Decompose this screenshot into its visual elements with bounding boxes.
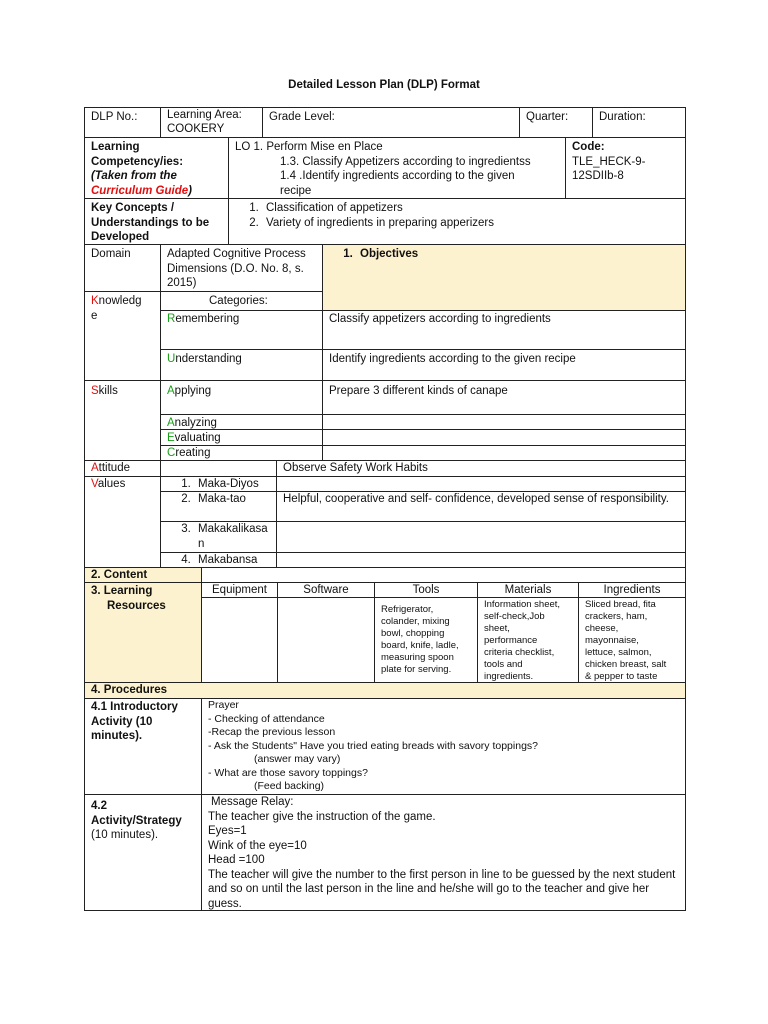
value-3-objective-cell [276, 521, 686, 553]
knowledge-rest: nowledg [98, 295, 142, 307]
material-line: self-check,Job [484, 611, 545, 622]
remembering-rest: emembering [175, 313, 240, 325]
analyzing-initial: A [167, 417, 175, 429]
material-line: tools and [484, 659, 523, 670]
material-line: Information sheet, [484, 599, 561, 610]
grade-level-label: Grade Level: [269, 111, 335, 123]
attitude-label-cell [84, 460, 161, 477]
content-label-cell [84, 567, 202, 583]
understanding-rest: nderstanding [175, 353, 242, 365]
ingredient-line: & pepper to taste [585, 671, 658, 682]
equipment-header-label: Equipment [212, 584, 267, 596]
skills-rest: kills [98, 385, 118, 397]
remembering-initial: R [167, 313, 176, 325]
learning-area-label: Learning Area: [167, 109, 242, 121]
values-rest: alues [97, 478, 126, 490]
knowledge-label-cell [84, 291, 161, 381]
evaluating-cell [160, 429, 323, 446]
understanding-objective: Identify ingredients according to the given recipe [329, 353, 576, 365]
tools-cell [374, 597, 478, 683]
ingredient-line: mayonnaise, [585, 635, 639, 646]
competency-label-2: Competency/ies: [91, 155, 184, 168]
ingredient-line: lettuce, salmon, [585, 647, 652, 658]
materials-cell [477, 597, 579, 683]
key-concepts-label: Key Concepts / Understandings to be Developed [91, 202, 210, 243]
evaluating-objective-cell [322, 429, 686, 446]
curriculum-guide-label: Curriculum Guide [91, 184, 189, 197]
adapted-cell [160, 244, 323, 292]
activity-line: Wink of the eye=10 [208, 839, 307, 852]
procedures-header-cell [84, 682, 686, 699]
evaluating-rest: valuating [174, 432, 221, 444]
attitude-rest: ttitude [98, 462, 130, 474]
key-concept-item: 2. Variety of ingredients in preparing apperizers [262, 216, 679, 231]
remembering-cell [160, 310, 323, 350]
value-2-objective-cell [276, 491, 686, 522]
creating-rest: reating [175, 447, 211, 459]
intro-line: (answer may vary) [254, 753, 341, 765]
content-label: 2. Content [91, 569, 148, 581]
intro-line: - What are those savory toppings? [208, 766, 368, 779]
activity-line: Head =100 [208, 854, 265, 866]
value-2-objective: Helpful, cooperative and self- confidence, developed sense of responsibility. [283, 493, 669, 505]
competency-content-cell [228, 137, 566, 199]
intro-content-cell [201, 698, 686, 795]
attitude-blank-cell [160, 460, 277, 477]
analyzing-objective-cell [322, 414, 686, 430]
activity-label-cell [84, 794, 202, 911]
applying-objective: Prepare 3 different kinds of canape [329, 385, 508, 397]
evaluating-initial: E [167, 432, 175, 444]
tools-header [374, 582, 478, 598]
materials-header [477, 582, 579, 598]
key-concept-item: 1. Classification of appetizers [262, 201, 679, 216]
value-1-cell [160, 476, 277, 492]
value-4-cell [160, 552, 277, 568]
objectives-label: 1. Objectives [356, 247, 679, 262]
duration-label: Duration: [599, 111, 646, 123]
activity-line: Message Relay: [211, 796, 294, 808]
resources-label-cell [84, 582, 202, 683]
ingredient-line: cheese, [585, 623, 619, 634]
objectives-header-cell [322, 244, 686, 311]
values-label-cell [84, 476, 161, 568]
attitude-objective-cell [276, 460, 686, 477]
activity-content-cell [201, 794, 686, 911]
creating-objective-cell [322, 445, 686, 461]
code-value-1: TLE_HECK-9- [572, 155, 646, 168]
competency-item-1: 1.3. Classify Appetizers according to ingredientss [280, 155, 531, 168]
activity-line: The teacher give the instruction of the game. [208, 810, 436, 823]
activity-line: The teacher will give the number to the first person in line to be guessed by the next student and so on until the last person in the line and he/she will go to the teacher and give her guess. [208, 868, 676, 910]
analyzing-rest: nalyzing [174, 417, 217, 429]
ingredients-header-label: Ingredients [603, 584, 661, 596]
activity-label-1: 4.2 [91, 800, 107, 812]
ingredients-cell [578, 597, 686, 683]
resources-label-1: 3. Learning [91, 585, 153, 597]
value-item [194, 522, 270, 551]
equipment-header [201, 582, 278, 598]
materials-header-label: Materials [504, 584, 552, 596]
knowledge-rest-2: e [91, 309, 98, 322]
dlp-no-label: DLP No.: [91, 111, 138, 123]
value-item: 2. Maka-tao [194, 492, 270, 507]
competency-label-1: Learning [91, 141, 140, 153]
understanding-initial: U [167, 353, 176, 365]
material-line: sheet, [484, 623, 510, 634]
value-2-cell [160, 491, 277, 522]
procedures-label: 4. Procedures [91, 684, 168, 696]
applying-objective-cell [322, 380, 686, 415]
grade-level-cell [262, 107, 520, 138]
remembering-objective: Classify appetizers according to ingredients [329, 313, 551, 325]
intro-line: - Ask the Students" Have you tried eating breads with savory toppings? [208, 739, 538, 752]
applying-rest: pplying [174, 385, 212, 397]
code-label: Code: [572, 141, 605, 153]
software-cell [277, 597, 375, 683]
applying-initial: A [167, 385, 175, 397]
ingredient-line: Sliced bread, fita [585, 599, 656, 610]
equipment-cell [201, 597, 278, 683]
quarter-cell [519, 107, 593, 138]
tool-line: board, knife, ladle, [381, 640, 459, 651]
creating-initial: C [167, 447, 176, 459]
key-concepts-content-cell [228, 198, 686, 245]
value-3-line-2: n [198, 537, 205, 550]
quarter-label: Quarter: [526, 111, 569, 123]
value-item: 4. Makabansa [194, 553, 270, 567]
skills-initial: S [91, 385, 99, 397]
analyzing-cell [160, 414, 323, 430]
competency-item-2-cont: recipe [280, 184, 312, 197]
intro-line: Prayer [208, 699, 239, 711]
attitude-objective: Observe Safety Work Habits [283, 462, 428, 474]
tool-line: plate for serving. [381, 664, 452, 675]
value-4-objective-cell [276, 552, 686, 568]
competency-label-cell [84, 137, 229, 199]
adapted-label: Adapted Cognitive Process Dimensions (D.O. No. 8, s. 2015) [167, 248, 306, 289]
categories-label: Categories: [209, 295, 268, 307]
ingredient-line: chicken breast, salt [585, 659, 667, 670]
tool-line: colander, mixing [381, 616, 450, 627]
understanding-cell [160, 349, 323, 381]
understanding-objective-cell [322, 349, 686, 381]
page-title: Detailed Lesson Plan (DLP) Format [288, 79, 480, 91]
value-3-line-1: 3. Makakalikasa [198, 523, 268, 535]
activity-line: Eyes=1 [208, 825, 247, 837]
software-header-label: Software [303, 584, 349, 596]
tools-header-label: Tools [412, 584, 440, 596]
material-line: ingredients. [484, 671, 534, 682]
knowledge-initial: K [91, 295, 99, 307]
code-cell [565, 137, 686, 199]
activity-label-2: Activity/Strategy [91, 814, 182, 827]
categories-cell [160, 291, 323, 311]
lo-title: LO 1. Perform Mise en Place [235, 141, 383, 153]
software-header [277, 582, 375, 598]
intro-line: -Recap the previous lesson [208, 726, 336, 738]
material-line: criteria checklist, [484, 647, 555, 658]
key-concepts-label-cell [84, 198, 229, 245]
domain-label: Domain [91, 248, 131, 260]
attitude-initial: A [91, 462, 99, 474]
content-value-cell [201, 567, 686, 583]
tool-line: Refrigerator, [381, 604, 434, 615]
value-item: 1. Maka-Diyos [194, 477, 270, 491]
intro-line: (Feed backing) [254, 780, 325, 792]
code-value-2: 12SDIIb-8 [572, 170, 624, 182]
resources-label-2: Resources [107, 599, 166, 612]
values-initial: V [91, 478, 98, 490]
competency-item-2: 1.4 .Identify ingredients according to the given [280, 170, 515, 182]
creating-cell [160, 445, 323, 461]
material-line: performance [484, 635, 538, 646]
tool-line: bowl, chopping [381, 628, 445, 639]
learning-area-cell [160, 107, 263, 138]
competency-label-5: ) [188, 184, 192, 197]
intro-line: - Checking of attendance [208, 712, 325, 725]
domain-label-cell [84, 244, 161, 292]
intro-label-cell [84, 698, 202, 795]
value-3-cell [160, 521, 277, 553]
skills-label-cell [84, 380, 161, 461]
tool-line: measuring spoon [381, 652, 454, 663]
competency-label-3: (Taken from the [91, 170, 177, 182]
ingredients-header [578, 582, 686, 598]
activity-label-3: (10 minutes). [91, 829, 159, 841]
dlp-no-cell [84, 107, 161, 138]
ingredient-line: crackers, ham, [585, 611, 648, 622]
learning-area-value: COOKERY [167, 122, 225, 135]
remembering-objective-cell [322, 310, 686, 350]
applying-cell [160, 380, 323, 415]
duration-cell [592, 107, 686, 138]
value-1-objective-cell [276, 476, 686, 492]
intro-label: 4.1 Introductory Activity (10 minutes). [91, 701, 178, 742]
